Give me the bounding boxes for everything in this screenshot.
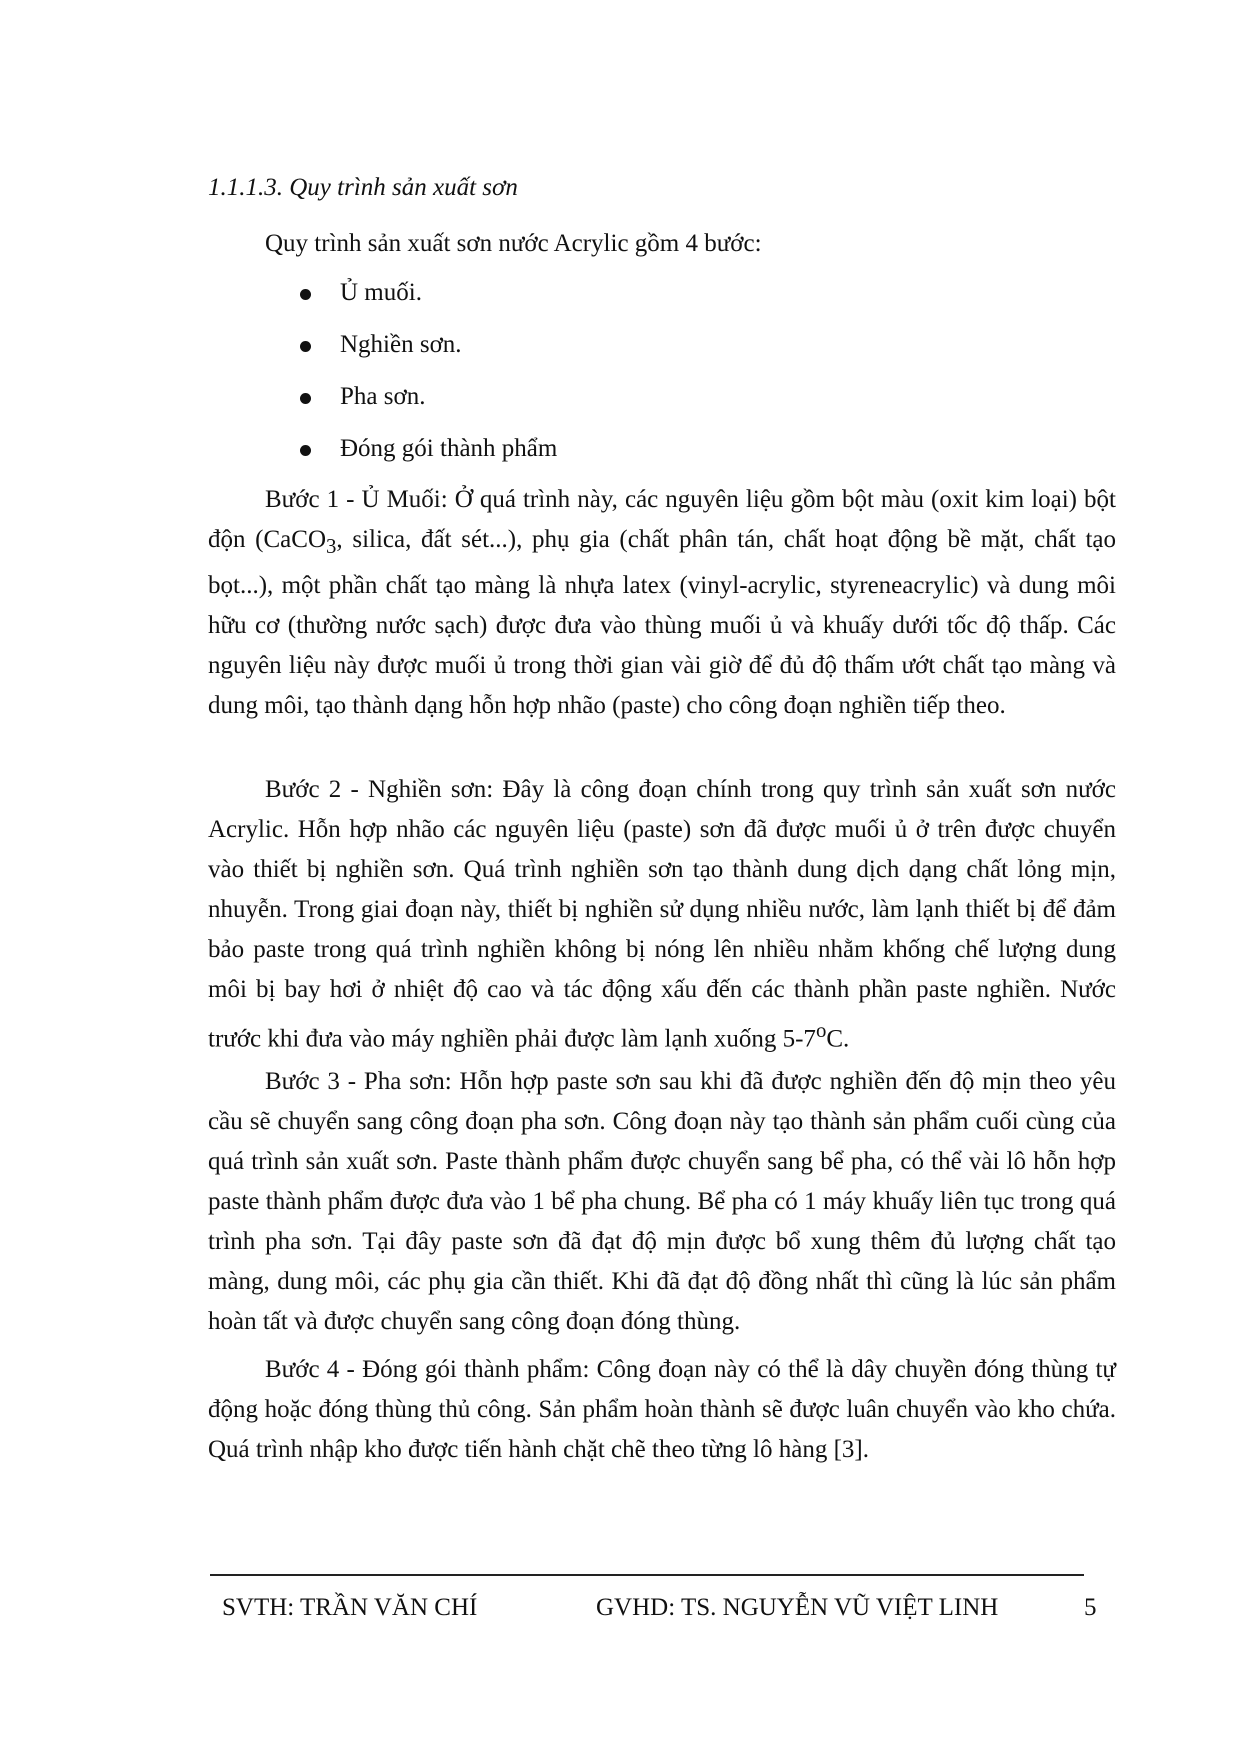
step-label: Ủ muối. bbox=[340, 279, 422, 306]
bullet-icon bbox=[300, 393, 311, 404]
list-item bbox=[300, 382, 557, 434]
paragraph-step-3: Bước 3 - Pha sơn: Hỗn hợp paste sơn sau khi đã được nghiền đến độ mịn theo yêu cầu sẽ chuyển sang công đoạn pha sơn. Công đoạn này tạo thành sản phẩm cuối cùng của quá trình sản xuất sơn. Paste thành phẩm được chuyển sang bể pha, có thể vài lô hỗn hợp paste thành phẩm được đưa vào 1 bể pha chung. Bể pha có 1 máy khuấy liên tục trong quá trình pha sơn. Tại đây paste sơn đã đạt độ mịn được bổ xung thêm đủ lượng chất tạo màng, dung môi, các phụ gia cần thiết. Khi đã đạt độ đồng nhất thì cũng là lúc sản phẩm hoàn tất và được chuyển sang công đoạn đóng thùng. bbox=[208, 1068, 1116, 1335]
paragraph-text: , silica, đất sét...), phụ gia (chất phân tán, chất hoạt động bề mặt, chất tạo bọt...), một phần chất tạo màng là nhựa latex (vinyl-acrylic, styreneacrylic) và dung môi hữu cơ (thường nước sạch) được đưa vào thùng muối ủ và khuấy dưới tốc độ thấp. Các nguyên liệu này được muối ủ trong thời gian vài giờ để đủ độ thấm ướt chất tạo màng và dung môi, tạo thành dạng hỗn hợp nhão (paste) cho công đoạn nghiền tiếp theo. bbox=[208, 526, 1116, 719]
section-heading: 1.1.1.3. Quy trình sản xuất sơn bbox=[208, 174, 518, 201]
paragraph-step-1 bbox=[208, 480, 1116, 726]
paragraph-text: C. bbox=[826, 1025, 850, 1053]
page-number: 5 bbox=[1084, 1594, 1097, 1621]
bullet-icon bbox=[300, 445, 311, 456]
bullet-icon bbox=[300, 341, 311, 352]
steps-list bbox=[300, 278, 557, 486]
chemical-subscript: 3 bbox=[326, 534, 337, 558]
paragraph-step-4: Bước 4 - Đóng gói thành phẩm: Công đoạn này có thể là dây chuyền đóng thùng tự động hoặc đóng thùng thủ công. Sản phẩm hoàn thành sẽ được luân chuyển vào kho chứa. Quá trình nhập kho được tiến hành chặt chẽ theo từng lô hàng [3]. bbox=[208, 1356, 1116, 1463]
footer-advisor: GVHD: TS. NGUYỄN VŨ VIỆT LINH bbox=[596, 1594, 999, 1621]
section-intro: Quy trình sản xuất sơn nước Acrylic gồm 4 bước: bbox=[265, 230, 762, 257]
list-item bbox=[300, 278, 557, 330]
bullet-icon bbox=[300, 289, 311, 300]
footer-student: SVTH: TRẦN VĂN CHÍ bbox=[222, 1594, 478, 1621]
step-label: Nghiền sơn. bbox=[340, 331, 462, 358]
paragraph-text: Bước 1 - Ủ Muối: Ở quá trình này, các nguyên liệu gồm bột màu (oxit kim loại) bột độn (CaCO bbox=[208, 486, 1116, 553]
step-label: Pha sơn. bbox=[340, 383, 426, 410]
list-item bbox=[300, 330, 557, 382]
paragraph-step-2 bbox=[208, 770, 1116, 1059]
degree-superscript: o bbox=[815, 1018, 827, 1042]
paragraph-text: Bước 2 - Nghiền sơn: Đây là công đoạn chính trong quy trình sản xuất sơn nước Acrylic. Hỗn hợp nhão các nguyên liệu (paste) sơn đã được muối ủ ở trên được chuyển vào thiết bị nghiền sơn. Quá trình nghiền sơn tạo thành dung dịch dạng chất lỏng mịn, nhuyễn. Trong giai đoạn này, thiết bị nghiền sử dụng nhiều nước, làm lạnh thiết bị để đảm bảo paste trong quá trình nghiền không bị nóng lên nhiều nhằm khống chế lượng dung môi bị bay hơi ở nhiệt độ cao và tác động xấu đến các thành phần paste nghiền. Nước trước khi đưa vào máy nghiền phải được làm lạnh xuống 5-7 bbox=[208, 776, 1116, 1053]
step-label: Đóng gói thành phẩm bbox=[340, 435, 558, 462]
list-item bbox=[300, 434, 557, 486]
footer-divider bbox=[210, 1574, 1084, 1576]
